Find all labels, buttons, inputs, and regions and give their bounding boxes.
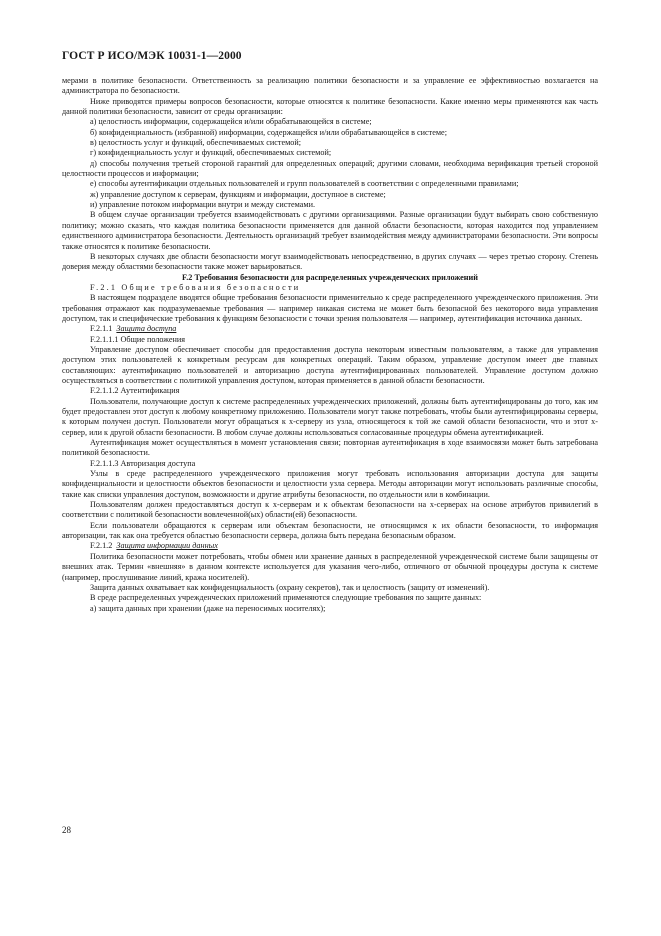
- clause-heading: [62, 324, 598, 334]
- paragraph: Пользователям должен предоставляться доступ к x-серверам и к объектам безопасности на x-серверах на основе атрибутов привилегий в соответствии с политикой безопасности вовлеченной(ых) области(ей) безопасности.: [62, 500, 598, 520]
- clause-heading: [62, 541, 598, 551]
- document-body: [62, 76, 598, 614]
- list-item: г) конфиденциальность услуг и функций, обеспечиваемых системой;: [90, 148, 332, 158]
- list-item: в) целостность услуг и функций, обеспечиваемых системой;: [90, 138, 302, 148]
- clause-heading: F.2.1.1.1 Общие положения: [90, 334, 186, 344]
- paragraph: В настоящем подразделе вводятся общие требования безопасности применительно к среде распределенного учрежденческого приложения. Эти требования отражают как подразумеваемые требования — например никакая система не может быть безопасной без некоторого вида управления доступом, так и специфические требования к функциям безопасности с точки зрения пользователя — например, аутентификация источника данных.: [62, 293, 598, 323]
- paragraph: Политика безопасности может потребовать, чтобы обмен или хранение данных в распределенной учрежденческой системе были защищены от внешних атак. Термин «внешняя» в данном контексте используется для указания чего-либо, отличного от обычной процедуры доступа к системе (например, прослушивание линий, кража носителей).: [62, 551, 598, 582]
- clause-title: Защита информации данных: [116, 541, 218, 551]
- list-item: а) защита данных при хранении (даже на переносимых носителях);: [90, 603, 326, 613]
- clause-heading: F.2.1.1.2 Аутентификация: [90, 386, 180, 396]
- paragraph: Если пользователи обращаются к серверам или объектам безопасности, не относящимся к их области безопасности, то информация авторизации, так как она требуется областью безопасности сервера, должна быть передана безопасным образом.: [62, 520, 598, 541]
- clause-heading: F.2.1.1.3 Авторизация доступа: [90, 458, 196, 468]
- list-item: е) способы аутентификации отдельных пользователей и групп пользователей в соответствии с определенными правилами;: [90, 179, 519, 189]
- paragraph: Узлы в среде распределенного учрежденческого приложения могут требовать использования авторизации доступа для защиты конфиденциальности и целостности объектов безопасности и целостности узла сервера. Методы авторизации могут использовать различные способы, такие как списки управления доступом, возможности и другие атрибуты безопасности, по отдельности или в комбинации.: [62, 469, 598, 499]
- page-number: 28: [62, 825, 71, 835]
- clause-number: F.2.1.1: [90, 324, 113, 334]
- paragraph: Управление доступом обеспечивает способы для предоставления доступа некоторым известным пользователям, а также для управления доступом этих пользователей к конкретным ресурсам для конкретных операций. Таким образом, управление доступом имеет две главных составляющих: аутентификацию пользователей и авторизацию доступа аутентифицированных пользователей. Управление доступом должно осуществляться в соответствии с политикой управления доступом, которая применяется в данной области безопасности.: [62, 344, 598, 385]
- list-item: б) конфиденциальность (избранной) информации, содержащейся и/или обрабатывающейся в системе;: [90, 127, 447, 137]
- document-header: ГОСТ Р ИСО/МЭК 10031-1—2000: [62, 50, 242, 62]
- clause-number: F.2.1.2: [90, 541, 113, 551]
- subsection-heading-text: F.2.1 Общие требования безопасности: [90, 282, 301, 292]
- paragraph: Аутентификация может осуществляться в момент установления связи; повторная аутентификация в ходе взаимосвязи может быть затребована политикой безопасности.: [62, 438, 598, 458]
- paragraph: Защита данных охватывает как конфиденциальность (охрану секретов), так и целостность (защиту от изменений).: [90, 582, 490, 592]
- list-item: д) способы получения третьей стороной гарантий для определенных операций; другими словами, необходима верификация третьей стороной целостности процессов и информации;: [62, 158, 598, 179]
- list-item: и) управление потоком информации внутри и между системами.: [90, 200, 315, 210]
- paragraph: В общем случае организации требуется взаимодействовать с другими организациями. Разные организации будут выбирать свою собственную политику; можно сказать, что каждая политика безопасности применяется для данной области безопасности, которая находится под управлением единственного администратора безопасности. Деятельность организаций требует взаимодействия между администраторами безопасности. Эти вопросы также относятся к политике безопасности.: [62, 210, 598, 251]
- list-item: а) целостность информации, содержащейся и/или обрабатывающейся в системе;: [90, 117, 372, 127]
- clause-title: Защита доступа: [116, 324, 177, 334]
- paragraph: В среде распределенных учрежденческих приложений применяются следующие требования по защите данных:: [90, 593, 482, 603]
- paragraph: Пользователи, получающие доступ к системе распределенных учрежденческих приложений, должны быть аутентифицированы до того, как им будет предоставлен этот доступ к любому конкретному приложению. Пользователи могут также потребовать, чтобы были аутентифицированы серверы, к которым получен доступ. Пользователи могут обращаться к x-серверу из узла, относящегося к той же самой области безопасности, что и этот x-сервер, или к другой области безопасности. В любом случае должны использоваться согласованные процедуры обмена аутентификацией.: [62, 396, 598, 437]
- list-item: ж) управление доступом к серверам, функциям и информации, доступное в системе;: [90, 189, 386, 199]
- paragraph: В некоторых случаях две области безопасности могут взаимодействовать непосредственно, в других случаях — через третью сторону. Степень доверия между областями безопасности также может варьироваться.: [62, 251, 598, 272]
- section-heading: F.2 Требования безопасности для распределенных учрежденческих приложений: [182, 272, 478, 282]
- paragraph: мерами в политике безопасности. Ответственность за реализацию политики безопасности и за управление ее эффективностью возлагается на администратора по безопасности.: [62, 76, 598, 96]
- subsection-heading: [62, 283, 598, 293]
- paragraph: Ниже приводятся примеры вопросов безопасности, которые относятся к политике безопасности. Какие именно меры применяются как часть данной политики безопасности, зависит от среды организации:: [62, 96, 598, 117]
